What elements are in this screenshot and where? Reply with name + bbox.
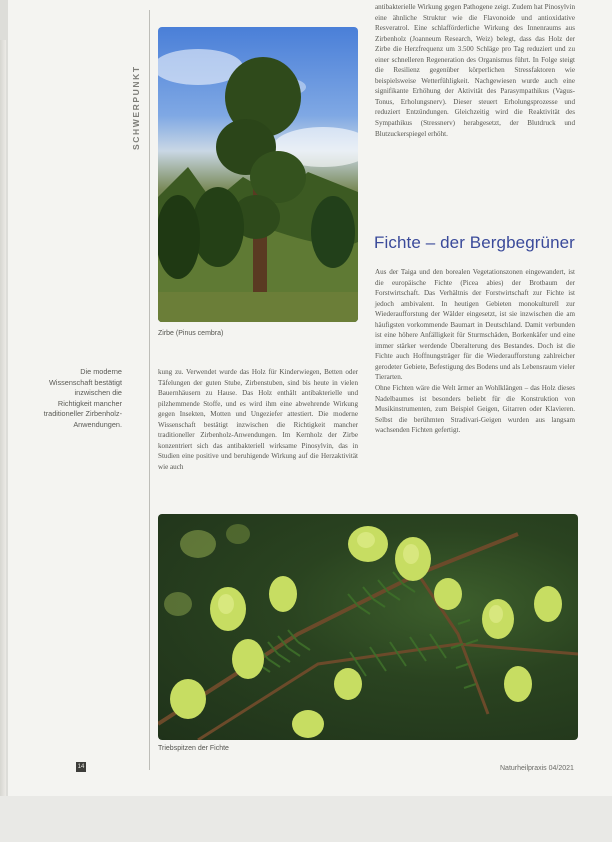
- section-label: SCHWERPUNKT: [131, 65, 141, 150]
- page-number: 14: [77, 764, 85, 770]
- photo-spruce-shoots: [158, 514, 578, 740]
- paragraph: kung zu. Verwendet wurde das Holz für Kinderwiegen, Betten oder Täfelungen der guten Stube, Zirbenstuben, sind bis heute in vielen Bauernhäusern zu Hause. Das Holz enthält antibakterielle und pilzhemmende Stoffe, und es wird ihm eine abwehrende Wirkung gegen Insekten, Motten und Ungeziefer attestiert. Die moderne Wissenschaft bestätigt inzwischen die Richtigkeit mancher traditioneller Zirbenholz-Anwendungen. Im Kernholz der Zirbe konzentriert sich das antibakteriell wirksame Pinosylvin, das in Studien eine positive und beruhigende Wirkung auf die Herzaktivität wie auch: [158, 368, 358, 471]
- photo-stone-pine: [158, 27, 358, 322]
- scan-bottom-margin: [0, 796, 612, 842]
- page-fold: [0, 40, 6, 800]
- paragraph: Aus der Taiga und den borealen Vegetationszonen eingewandert, ist die europäische Fichte (Picea abies) der Brotbaum der Forstwirtschaft. Das Verhältnis der Forstwirtschaft zur Fichte ist jedoch ambivalent. In heutigen Gebieten monokulturell zur Wiederaufforstung der Wälder eingesetzt, ist sie inzwischen die am häufigsten vorkommende Baumart in Deutschland. Damit verbunden ist eine höhere Anfälligkeit für Sturmschäden, Borkenkäfer und eine immer stärker werdende Überalterung des Bestandes. Doch ist die Fichte auch Hoffnungsträger für die Wiederaufforstung zahlreicher gerodeter Gebiete, Befestigung des Bodens und als Lebensraum vieler Tierarten.: [375, 268, 575, 382]
- column-middle: [158, 367, 358, 472]
- column-right-top: [375, 2, 575, 139]
- spruce-shoots-illustration: [158, 514, 578, 740]
- caption-spruce-shoots: Triebspitzen der Fichte: [158, 745, 229, 752]
- column-right-bottom: [375, 267, 575, 436]
- pull-quote: Die moderne Wissenschaft bestätigt inzwischen die Richtigkeit mancher traditioneller Zirbenholz-Anwendungen.: [43, 367, 122, 429]
- paragraph: antibakterielle Wirkung gegen Pathogene zeigt. Zudem hat Pinosylvin eine ähnliche Struktur wie die Flavonoide und antioxidative Resveratrol. Eine schlafförderliche Wirkung des Innenraums aus Zirbenholz (Joanneum Research, Weiz) belegt, dass das Holz der Zirbe die Herzfrequenz um 3.500 Schläge pro Tag reduziert und zu einer schnelleren Regeneration des Organismus führt. In Folge steigt die Resilienz gegenüber körperlichen Stressfaktoren wie beispielsweise Wetterfühligkeit. Nachgewiesen wurde auch eine signifikante Erhöhung der Aktivität des Parasympathikus (Vagus-Tonus, Erholungsnerv). Dieser steuert Erholungsprozesse und reduziert Entzündungen. Gleichzeitig wird die Reaktivität des Sympathikus (Stressnerv) herabgesetzt, der Blutdruck und Blutzuckerspiegel erhöht.: [375, 3, 575, 138]
- vertical-rule: [149, 10, 150, 770]
- section-heading: Fichte – der Bergbegrüner: [374, 233, 575, 252]
- footer-issue: Naturheilpraxis 04/2021: [500, 765, 574, 772]
- caption-stone-pine: Zirbe (Pinus cembra): [158, 330, 224, 337]
- paragraph: Ohne Fichten wäre die Welt ärmer an Wohlklängen – das Holz dieses Nadelbaumes ist besonders beliebt für die Konstruktion von Musikinstrumenten, zum Beispiel Geigen, Gitarren oder Klavieren. Selbst die berühmten Stradivari-Geigen wurden aus langsam wachsenden Fichten gefertigt.: [375, 384, 575, 435]
- stone-pine-illustration: [158, 27, 358, 322]
